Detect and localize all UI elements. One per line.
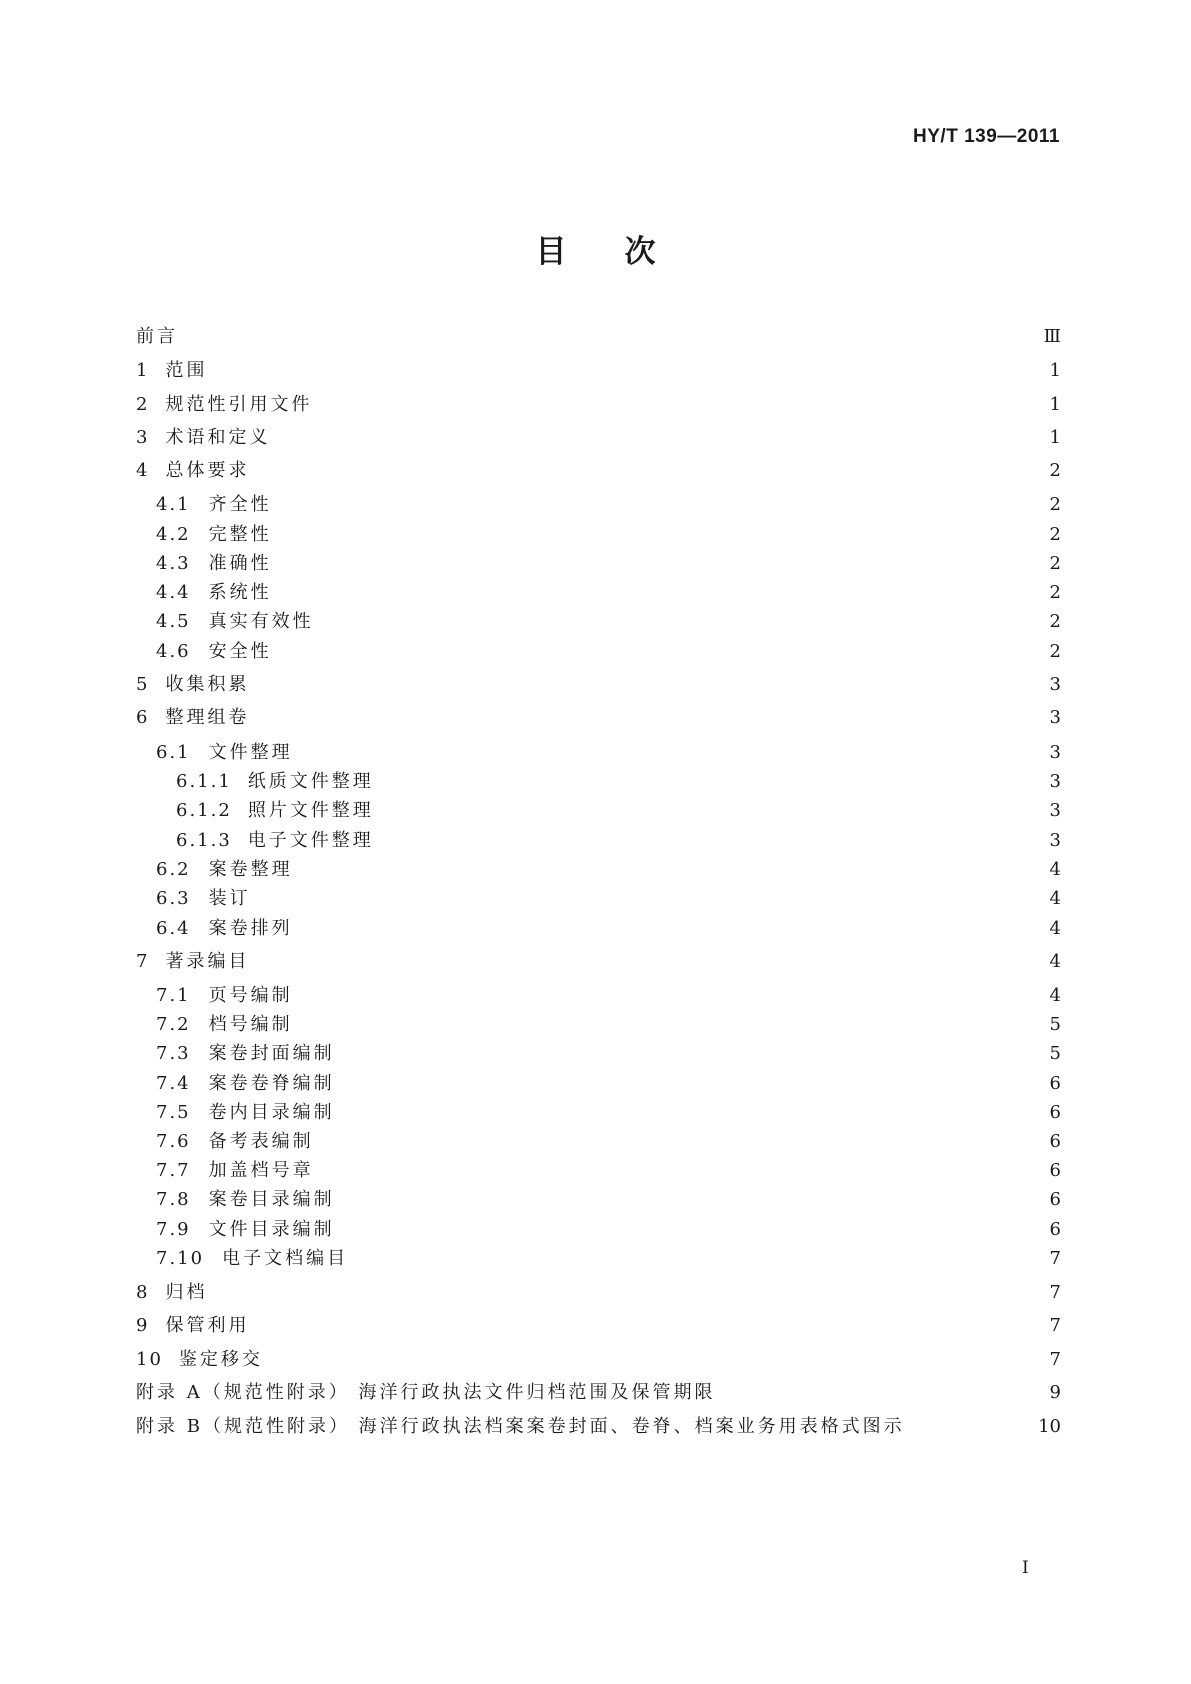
toc-entry-page: Ⅲ (1043, 326, 1061, 347)
toc-entry[interactable] (136, 738, 1061, 764)
toc-dot-leader (721, 1386, 1043, 1398)
toc-entry-page: 2 (1049, 641, 1061, 662)
toc-entry-number: 4.5 (156, 611, 191, 632)
toc-dot-leader (278, 498, 1043, 510)
toc-dot-leader (299, 989, 1043, 1001)
toc-entry-label: 案卷封面编制 (208, 1043, 335, 1064)
toc-entry[interactable] (136, 826, 1061, 852)
toc-entry-label: 前言 (136, 326, 178, 347)
toc-dot-leader (278, 586, 1043, 598)
toc-entry-page: 10 (1038, 1416, 1061, 1437)
toc-entry-page: 2 (1049, 524, 1061, 545)
toc-entry-number: 7.8 (156, 1189, 191, 1210)
toc-dot-leader (213, 364, 1043, 376)
toc-dot-leader (320, 1135, 1043, 1147)
toc-entry-number: 7.1 (156, 985, 191, 1006)
toc-entry[interactable] (136, 1010, 1061, 1036)
toc-dot-leader (380, 775, 1043, 787)
toc-entry-label: 安全性 (208, 641, 272, 662)
title-char-1: 目 (535, 234, 567, 270)
toc-entry-page: 1 (1049, 394, 1061, 415)
toc-dot-leader (269, 1353, 1043, 1365)
toc-dot-leader (299, 746, 1043, 758)
toc-entry-page: 5 (1049, 1043, 1061, 1064)
toc-entry-number: 6.1 (156, 742, 191, 763)
toc-entry-label: 整理组卷 (165, 707, 250, 728)
toc-entry-number: 5 (136, 674, 150, 695)
toc-entry-label: 真实有效性 (208, 611, 314, 632)
toc-dot-leader (278, 645, 1043, 657)
toc-dot-leader (354, 1252, 1043, 1264)
toc-entry-label: 页号编制 (208, 985, 293, 1006)
toc-entry-page: 4 (1049, 888, 1061, 909)
toc-entry[interactable] (136, 947, 1061, 973)
toc-entry-page: 6 (1049, 1131, 1061, 1152)
toc-dot-leader (318, 398, 1043, 410)
toc-entry-number: 4.6 (156, 641, 191, 662)
toc-entry[interactable] (136, 322, 1061, 348)
toc-entry-label: 档号编制 (208, 1014, 293, 1035)
toc-dot-leader (320, 615, 1043, 627)
toc-entry-number: 6 (136, 707, 150, 728)
toc-entry-label: 案卷整理 (208, 859, 293, 880)
toc-entry[interactable] (136, 356, 1061, 382)
toc-entry-page: 6 (1049, 1219, 1061, 1240)
toc-entry-label: 范围 (165, 360, 208, 381)
toc-entry-label: 电子文件整理 (247, 830, 374, 851)
toc-entry-label: 准确性 (208, 553, 272, 574)
toc-dot-leader (213, 1286, 1043, 1298)
toc-entry-page: 7 (1049, 1349, 1061, 1370)
toc-entry-number: 6.1.2 (176, 800, 232, 821)
toc-entry-page: 4 (1049, 859, 1061, 880)
toc-entry-label: 齐全性 (208, 494, 272, 515)
toc-entry[interactable] (136, 490, 1061, 516)
toc-entry-page: 6 (1049, 1189, 1061, 1210)
toc-entry-label: 案卷排列 (208, 918, 293, 939)
toc-entry[interactable] (136, 1278, 1061, 1304)
toc-entry-number: 4 (136, 460, 150, 481)
toc-entry-page: 7 (1049, 1248, 1061, 1269)
toc-entry-page: 7 (1049, 1315, 1061, 1336)
toc-entry-number: 4.4 (156, 582, 191, 603)
toc-dot-leader (341, 1047, 1043, 1059)
toc-entry-label: 附录 B（规范性附录） 海洋行政执法档案案卷封面、卷脊、档案业务用表格式图示 (136, 1416, 905, 1437)
toc-entry-label: 附录 A（规范性附录） 海洋行政执法文件归档范围及保管期限 (136, 1382, 716, 1403)
toc-entry[interactable] (136, 1215, 1061, 1241)
toc-entry-label: 保管利用 (165, 1315, 250, 1336)
toc-entry[interactable] (136, 703, 1061, 729)
toc-dot-leader (278, 557, 1043, 569)
toc-dot-leader (341, 1077, 1043, 1089)
toc-entry-label: 著录编目 (165, 951, 250, 972)
toc-entry-label: 归档 (165, 1282, 208, 1303)
toc-entry-page: 2 (1049, 582, 1061, 603)
toc-entry-number: 4.1 (156, 494, 191, 515)
toc-entry-page: 2 (1049, 494, 1061, 515)
toc-entry-page: 3 (1049, 800, 1061, 821)
toc-dot-leader (380, 804, 1043, 816)
toc-entry-number: 7.4 (156, 1073, 191, 1094)
toc-entry-label: 完整性 (208, 524, 272, 545)
toc-entry[interactable] (136, 1098, 1061, 1124)
toc-entry[interactable] (136, 423, 1061, 449)
toc-dot-leader (341, 1223, 1043, 1235)
toc-entry[interactable] (136, 456, 1061, 482)
toc-entry[interactable] (136, 855, 1061, 881)
toc-entry[interactable] (136, 796, 1061, 822)
toc-entry-number: 6.4 (156, 918, 191, 939)
toc-entry-number: 7.2 (156, 1014, 191, 1035)
toc-entry[interactable] (136, 1345, 1061, 1371)
toc-entry-number: 10 (136, 1349, 163, 1370)
toc-dot-leader (380, 834, 1043, 846)
toc-entry-number: 7.3 (156, 1043, 191, 1064)
toc-entry-number: 4.3 (156, 553, 191, 574)
toc-entry-label: 文件目录编制 (208, 1219, 335, 1240)
toc-entry[interactable] (136, 670, 1061, 696)
toc-entry-page: 6 (1049, 1160, 1061, 1181)
toc-entry[interactable] (136, 637, 1061, 663)
toc-entry-label: 装订 (208, 888, 251, 909)
toc-entry-number: 6.3 (156, 888, 191, 909)
toc-entry-number: 4.2 (156, 524, 191, 545)
toc-entry[interactable] (136, 520, 1061, 546)
toc-entry-number: 7.7 (156, 1160, 191, 1181)
toc-entry-number: 6.1.3 (176, 830, 232, 851)
page-number: I (1022, 1558, 1029, 1578)
toc-entry[interactable] (136, 390, 1061, 416)
standard-code: HY/T 139—2011 (913, 126, 1060, 147)
toc-dot-leader (276, 431, 1043, 443)
title-char-2: 次 (624, 234, 656, 270)
toc-entry-page: 5 (1049, 1014, 1061, 1035)
toc-dot-leader (255, 711, 1043, 723)
toc-dot-leader (341, 1193, 1043, 1205)
toc-entry[interactable] (136, 578, 1061, 604)
toc-dot-leader (257, 892, 1043, 904)
toc-entry[interactable] (136, 1127, 1061, 1153)
toc-entry-label: 鉴定移交 (178, 1349, 263, 1370)
toc-entry-number: 7.10 (156, 1248, 205, 1269)
toc-entry-page: 3 (1049, 830, 1061, 851)
toc-entry-label: 备考表编制 (208, 1131, 314, 1152)
toc-entry-label: 总体要求 (165, 460, 250, 481)
toc-entry[interactable] (136, 981, 1061, 1007)
toc-dot-leader (255, 678, 1043, 690)
toc-entry-page: 2 (1049, 553, 1061, 574)
toc-entry-page: 7 (1049, 1282, 1061, 1303)
toc-entry[interactable] (136, 1069, 1061, 1095)
toc-dot-leader (255, 464, 1043, 476)
toc-entry[interactable] (136, 607, 1061, 633)
toc-entry-label: 加盖档号章 (208, 1160, 314, 1181)
toc-entry-page: 3 (1049, 707, 1061, 728)
toc-entry-label: 案卷目录编制 (208, 1189, 335, 1210)
toc-entry-label: 系统性 (208, 582, 272, 603)
toc-entry[interactable] (136, 1412, 1061, 1438)
toc-entry[interactable] (136, 914, 1061, 940)
toc-entry[interactable] (136, 1378, 1061, 1404)
toc-entry-label: 卷内目录编制 (208, 1102, 335, 1123)
toc-entry-number: 6.1.1 (176, 771, 232, 792)
toc-dot-leader (299, 922, 1043, 934)
toc-dot-leader (341, 1106, 1043, 1118)
toc-entry-page: 4 (1049, 951, 1061, 972)
toc-entry-number: 7.6 (156, 1131, 191, 1152)
toc-entry[interactable] (136, 1311, 1061, 1337)
toc-entry-page: 4 (1049, 918, 1061, 939)
toc-entry[interactable] (136, 1156, 1061, 1182)
toc-dot-leader (320, 1164, 1043, 1176)
toc-entry-number: 1 (136, 360, 150, 381)
toc-entry-page: 6 (1049, 1073, 1061, 1094)
toc-entry-label: 收集积累 (165, 674, 250, 695)
toc-entry-number: 7.5 (156, 1102, 191, 1123)
toc-entry-number: 7.9 (156, 1219, 191, 1240)
toc-entry-page: 3 (1049, 742, 1061, 763)
toc-entry[interactable] (136, 767, 1061, 793)
toc-entry-label: 电子文档编目 (222, 1248, 349, 1269)
toc-entry-number: 9 (136, 1315, 150, 1336)
toc-entry-page: 3 (1049, 674, 1061, 695)
toc-entry-label: 文件整理 (208, 742, 293, 763)
page-title (0, 226, 1191, 271)
toc-dot-leader (184, 330, 1038, 342)
toc-entry-label: 规范性引用文件 (165, 394, 313, 415)
toc-entry-number: 7 (136, 951, 150, 972)
toc-entry[interactable] (136, 884, 1061, 910)
toc-entry-page: 6 (1049, 1102, 1061, 1123)
toc-dot-leader (911, 1420, 1032, 1432)
toc-entry-label: 术语和定义 (165, 427, 271, 448)
toc-entry[interactable] (136, 1244, 1061, 1270)
toc-dot-leader (255, 955, 1043, 967)
toc-entry-page: 2 (1049, 611, 1061, 632)
toc-dot-leader (299, 863, 1043, 875)
toc-entry-number: 3 (136, 427, 150, 448)
toc-dot-leader (255, 1319, 1043, 1331)
toc-entry-page: 2 (1049, 460, 1061, 481)
toc-entry[interactable] (136, 549, 1061, 575)
toc-entry-page: 3 (1049, 771, 1061, 792)
toc-entry-label: 照片文件整理 (247, 800, 374, 821)
toc-entry-number: 2 (136, 394, 150, 415)
toc-entry-page: 1 (1049, 427, 1061, 448)
toc-entry-page: 9 (1049, 1382, 1061, 1403)
toc-entry[interactable] (136, 1039, 1061, 1065)
toc-entry-page: 1 (1049, 360, 1061, 381)
toc-entry-label: 纸质文件整理 (247, 771, 374, 792)
toc-dot-leader (299, 1018, 1043, 1030)
toc-entry-number: 8 (136, 1282, 150, 1303)
toc-dot-leader (278, 528, 1043, 540)
toc-entry-page: 4 (1049, 985, 1061, 1006)
toc-entry-number: 6.2 (156, 859, 191, 880)
toc-entry-label: 案卷卷脊编制 (208, 1073, 335, 1094)
toc-entry[interactable] (136, 1185, 1061, 1211)
